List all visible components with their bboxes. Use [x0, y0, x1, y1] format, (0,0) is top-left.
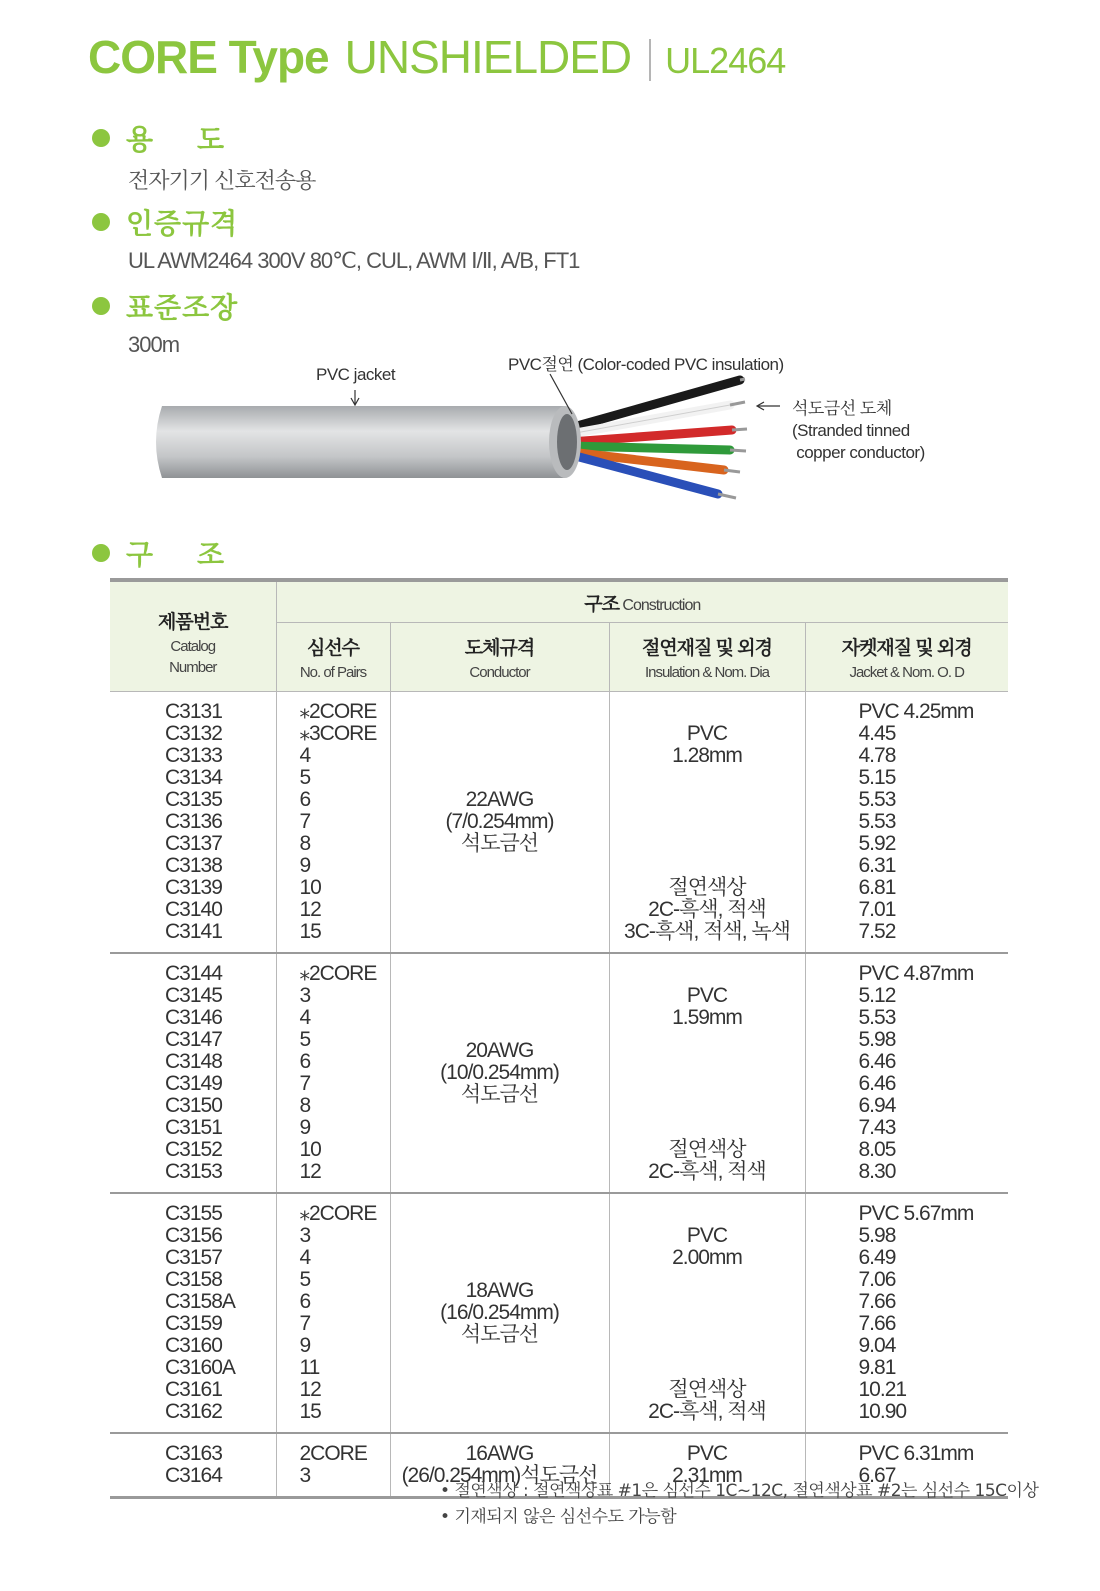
- cell-line: 8.30: [858, 1160, 896, 1183]
- cell-no: [276, 1433, 390, 1498]
- cell-line: C3150: [165, 1094, 222, 1117]
- cell-line: 5: [299, 1268, 311, 1291]
- cell-line: 8: [299, 832, 311, 855]
- cell-line: C3161: [165, 1378, 222, 1401]
- cell-line: C3148: [165, 1050, 222, 1073]
- bullet-dot-icon: [92, 297, 110, 315]
- cell-line: (7/0.254mm): [445, 810, 554, 833]
- cell-line: 22AWG: [465, 788, 534, 811]
- cell-line: 6.49: [858, 1246, 896, 1269]
- cell-line: 6.67: [858, 1464, 896, 1487]
- callout-pvc-jacket: PVC jacket: [316, 365, 396, 384]
- callout-pvc-insulation: PVC절연 (Color-coded PVC insulation): [508, 355, 784, 374]
- cell-line: ⁎3CORE: [299, 722, 377, 745]
- section-usage-label: 용도: [126, 123, 269, 156]
- section-usage: [92, 118, 315, 195]
- header-conductor: [390, 623, 609, 692]
- cell-line: 1.59mm: [672, 1006, 742, 1029]
- cell-line: C3158: [165, 1268, 222, 1291]
- cell-line: 6.94: [858, 1094, 896, 1117]
- cell-line: 5.98: [858, 1028, 896, 1051]
- footnotes: [440, 1478, 1038, 1530]
- cell-line: 6.81: [858, 876, 896, 899]
- insulation-colors: [611, 1037, 804, 1191]
- cell-line: 10: [299, 876, 321, 899]
- bullet-dot-icon: [92, 213, 110, 231]
- section-length-label: 표준조장: [126, 291, 239, 324]
- cell-line: 5.53: [858, 788, 896, 811]
- cell-line: 7: [299, 1072, 311, 1095]
- cell-line: C3139: [165, 876, 222, 899]
- cell-line: C3164: [165, 1464, 222, 1487]
- construction-table: [110, 578, 1008, 1499]
- cell-line: ⁎2CORE: [299, 1202, 377, 1225]
- cell-line: C3156: [165, 1224, 222, 1247]
- cell-line: C3151: [165, 1116, 222, 1139]
- cell-line: C3133: [165, 744, 222, 767]
- cell-line: 5.53: [858, 810, 896, 833]
- cell-line: 4: [299, 1246, 311, 1269]
- cell-insulation: [609, 1193, 805, 1433]
- cell-line: ⁎2CORE: [299, 962, 377, 985]
- cell-line: 6.46: [858, 1050, 896, 1073]
- cell-cond: [390, 953, 609, 1193]
- cell-line: C3147: [165, 1028, 222, 1051]
- page-title: [88, 30, 785, 90]
- cell-line: C3131: [165, 700, 222, 723]
- header-conductor-en: Conductor: [469, 664, 530, 681]
- cell-line: 절연색상: [668, 1378, 746, 1401]
- header-pairs-ko: 심선수: [306, 638, 360, 659]
- cell-insulation: [609, 953, 805, 1193]
- cell-line: C3153: [165, 1160, 222, 1183]
- header-jacket: [805, 623, 1008, 692]
- cell-line: 2.31mm: [672, 1464, 742, 1487]
- cell-line: C3149: [165, 1072, 222, 1095]
- table-row-group: [110, 1193, 1008, 1433]
- section-usage-text: 전자기기 신호전송용: [128, 168, 316, 193]
- cell-line: 석도금선: [460, 1323, 539, 1346]
- cell-line: 15: [299, 920, 321, 943]
- cell-line: C3137: [165, 832, 222, 855]
- cell-line: C3152: [165, 1138, 222, 1161]
- cell-line: C3163: [165, 1442, 222, 1465]
- cell-line: 4.78: [858, 744, 896, 767]
- section-length-text: 300m: [128, 332, 180, 357]
- section-cert: [92, 202, 579, 274]
- header-pairs: [276, 623, 390, 692]
- cell-jk: [805, 692, 1008, 954]
- cell-line: 석도금선: [460, 1083, 539, 1106]
- header-jacket-ko: 자켓재질 및 외경: [841, 638, 972, 659]
- header-catalog-en2: Number: [169, 658, 217, 676]
- cell-line: 12: [299, 1378, 321, 1401]
- title-divider: [649, 39, 651, 81]
- header-construction: [276, 580, 1008, 623]
- cell-line: 20AWG: [465, 1039, 534, 1062]
- cell-line: 5: [299, 1028, 311, 1051]
- cell-cat: [110, 953, 276, 1193]
- cell-line: 16AWG: [465, 1442, 534, 1465]
- section-length: [92, 286, 238, 358]
- cell-jk: [805, 1193, 1008, 1433]
- section-cert-text: UL AWM2464 300V 80℃, CUL, AWM Ⅰ/Ⅱ, A/B, FT1: [128, 248, 580, 273]
- cell-line: 6: [299, 788, 311, 811]
- cell-line: C3159: [165, 1312, 222, 1335]
- cell-line: 9.81: [858, 1356, 896, 1379]
- section-structure: [92, 533, 268, 573]
- cell-line: 5: [299, 766, 311, 789]
- header-insulation-en: Insulation & Nom. Dia: [644, 664, 770, 681]
- cell-line: C3141: [165, 920, 222, 943]
- title-standard: UL2464: [665, 40, 786, 81]
- cell-no: [276, 953, 390, 1193]
- cell-line: 15: [299, 1400, 321, 1423]
- cell-cat: [110, 692, 276, 954]
- cell-line: PVC: [686, 1442, 728, 1465]
- section-structure-label: 구조: [126, 538, 269, 571]
- cell-cond: [390, 692, 609, 954]
- bullet-dot-icon: [92, 544, 110, 562]
- header-construction-en: Construction: [622, 596, 701, 614]
- cell-line: 3: [299, 1224, 311, 1247]
- cell-line: 5.92: [858, 832, 896, 855]
- cable-wires: [568, 379, 747, 498]
- callout-conductor: [792, 398, 925, 464]
- cell-line: C3157: [165, 1246, 222, 1269]
- cell-line: C3145: [165, 984, 222, 1007]
- cell-line: (16/0.254mm): [440, 1301, 559, 1324]
- header-pairs-en: No. of Pairs: [299, 664, 367, 681]
- cell-line: C3134: [165, 766, 222, 789]
- cell-line: (26/0.254mm)석도금선: [401, 1464, 598, 1487]
- cell-line: 9: [299, 1334, 311, 1357]
- cell-line: C3136: [165, 810, 222, 833]
- cell-line: 5.53: [858, 1006, 896, 1029]
- header-conductor-ko: 도체규격: [464, 638, 535, 659]
- cell-cond: [390, 1193, 609, 1433]
- cell-line: 2C-흑색, 적색: [648, 1400, 766, 1423]
- cell-cat: [110, 1193, 276, 1433]
- cell-line: 7.66: [858, 1312, 896, 1335]
- cell-line: 4: [299, 1006, 311, 1029]
- title-unshielded: UNSHIELDED: [344, 31, 632, 83]
- cell-line: 18AWG: [465, 1279, 534, 1302]
- cell-line: C3162: [165, 1400, 222, 1423]
- header-catalog-ko: 제품번호: [158, 611, 228, 633]
- cell-line: 5.12: [858, 984, 896, 1007]
- cell-line: 4.45: [858, 722, 896, 745]
- cell-no: [276, 692, 390, 954]
- cell-line: C3146: [165, 1006, 222, 1029]
- footnote: • 절연색상 : 절연색상표 #1은 심선수 1C~12C, 절연색상표 #2는 심선수 15C이상: [440, 1478, 1038, 1504]
- cell-line: 5.98: [858, 1224, 896, 1247]
- cell-line: 2.00mm: [672, 1246, 742, 1269]
- header-jacket-en: Jacket & Nom. O. D: [849, 664, 965, 681]
- cell-line: 7.66: [858, 1290, 896, 1313]
- cell-line: 4: [299, 744, 311, 767]
- cell-line: 8: [299, 1094, 311, 1117]
- section-cert-label: 인증규격: [126, 207, 239, 240]
- cell-line: C3160A: [165, 1356, 235, 1379]
- cell-line: 절연색상: [668, 1138, 746, 1161]
- cell-line: 10.90: [858, 1400, 907, 1423]
- cell-line: 7.43: [858, 1116, 896, 1139]
- cell-line: 7.52: [858, 920, 896, 943]
- cell-line: 12: [299, 1160, 321, 1183]
- cell-line: 5.15: [858, 766, 896, 789]
- cell-line: PVC: [686, 722, 728, 745]
- cell-line: PVC 4.25mm: [858, 700, 974, 723]
- insulation-colors: [611, 775, 804, 951]
- cell-line: 3C-흑색, 적색, 녹색: [624, 920, 790, 943]
- cell-line: C3160: [165, 1334, 222, 1357]
- cell-line: 12: [299, 898, 321, 921]
- cell-line: 7.01: [858, 898, 896, 921]
- callout-conductor-line1: 석도금선 도체: [792, 399, 892, 418]
- cell-line: C3132: [165, 722, 222, 745]
- cell-line: ⁎2CORE: [299, 700, 377, 723]
- table-row-group: [110, 692, 1008, 954]
- cell-line: 석도금선: [460, 832, 539, 855]
- cell-line: 6: [299, 1050, 311, 1073]
- cell-line: 11: [299, 1356, 320, 1379]
- cell-line: C3140: [165, 898, 222, 921]
- cell-line: C3144: [165, 962, 222, 985]
- cell-line: C3158A: [165, 1290, 235, 1313]
- cell-line: PVC 6.31mm: [858, 1442, 974, 1465]
- cell-insulation: [609, 692, 805, 954]
- cell-line: (10/0.254mm): [440, 1061, 559, 1084]
- cell-line: 7: [299, 810, 311, 833]
- header-insulation-ko: 절연재질 및 외경: [641, 638, 773, 659]
- callout-conductor-line3: copper conductor): [792, 443, 925, 462]
- cell-line: 3: [299, 984, 311, 1007]
- cell-line: 8.05: [858, 1138, 896, 1161]
- header-construction-ko: 구조: [584, 593, 619, 615]
- cell-line: 6.31: [858, 854, 896, 877]
- cell-line: 10.21: [858, 1378, 907, 1401]
- cell-line: PVC 5.67mm: [858, 1202, 974, 1225]
- footnote: • 기재되지 않은 심선수도 가능함: [440, 1504, 1038, 1530]
- cell-line: 3: [299, 1464, 311, 1487]
- cell-line: 2CORE: [299, 1442, 367, 1465]
- cell-line: 2C-흑색, 적색: [648, 898, 766, 921]
- cell-line: 1.28mm: [672, 744, 742, 767]
- cell-jk: [805, 953, 1008, 1193]
- cell-line: C3155: [165, 1202, 222, 1225]
- cell-line: PVC: [686, 984, 728, 1007]
- cell-line: 절연색상: [668, 876, 746, 899]
- cell-line: 7.06: [858, 1268, 896, 1291]
- header-insulation: [609, 623, 805, 692]
- cell-line: 9: [299, 854, 311, 877]
- insulation-colors: [611, 1277, 804, 1431]
- cell-line: 9.04: [858, 1334, 896, 1357]
- cell-line: 10: [299, 1138, 321, 1161]
- cell-line: 2C-흑색, 적색: [648, 1160, 766, 1183]
- cell-line: 6.46: [858, 1072, 896, 1095]
- title-core-type: CORE Type: [88, 31, 329, 83]
- cable-jacket: [156, 406, 565, 478]
- cell-line: C3138: [165, 854, 222, 877]
- cell-line: C3135: [165, 788, 222, 811]
- cell-line: 6: [299, 1290, 311, 1313]
- cell-line: PVC: [686, 1224, 728, 1247]
- cell-cat: [110, 1433, 276, 1498]
- cell-line: PVC 4.87mm: [858, 962, 974, 985]
- header-catalog: [110, 580, 276, 692]
- table-row-group: [110, 953, 1008, 1193]
- cell-line: 7: [299, 1312, 311, 1335]
- cell-no: [276, 1193, 390, 1433]
- header-catalog-en1: Catalog: [170, 637, 216, 655]
- bullet-dot-icon: [92, 129, 110, 147]
- cell-line: 9: [299, 1116, 311, 1139]
- callout-conductor-line2: (Stranded tinned: [792, 421, 910, 440]
